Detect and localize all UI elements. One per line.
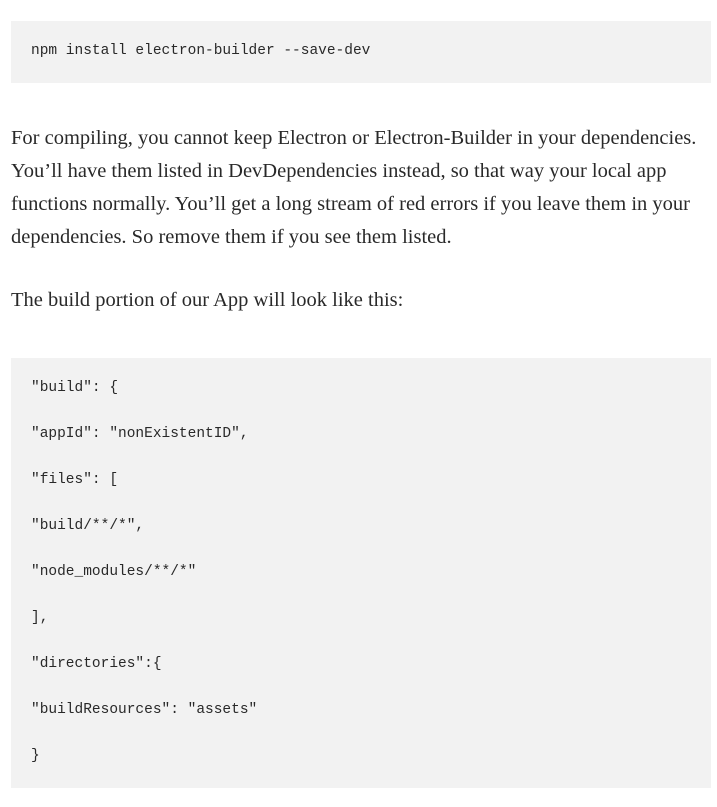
code-line: "node_modules/**/*"	[31, 564, 197, 580]
code-line: }	[31, 748, 40, 764]
code-line: "build/**/*",	[31, 518, 145, 534]
build-config-code-block	[11, 358, 711, 788]
code-line: "buildResources": "assets"	[31, 702, 258, 718]
paragraph-build-intro: The build portion of our App will look like this:	[11, 289, 404, 311]
install-code-block	[11, 21, 711, 83]
code-line: "files": [	[31, 472, 119, 488]
code-line: "appId": "nonExistentID",	[31, 426, 249, 442]
code-line: ],	[31, 610, 49, 626]
code-line: npm install electron-builder --save-dev	[31, 43, 371, 59]
paragraph-dependencies: For compiling, you cannot keep Electron or Electron-Builder in your dependencies. You’ll have them listed in DevDependencies instead, so that way your local app functions normally. You’ll get a long stream of red errors if you leave them in your dependencies. So remove them if you see them listed.	[11, 127, 697, 248]
code-line: "build": {	[31, 380, 119, 396]
code-line: "directories":{	[31, 656, 162, 672]
